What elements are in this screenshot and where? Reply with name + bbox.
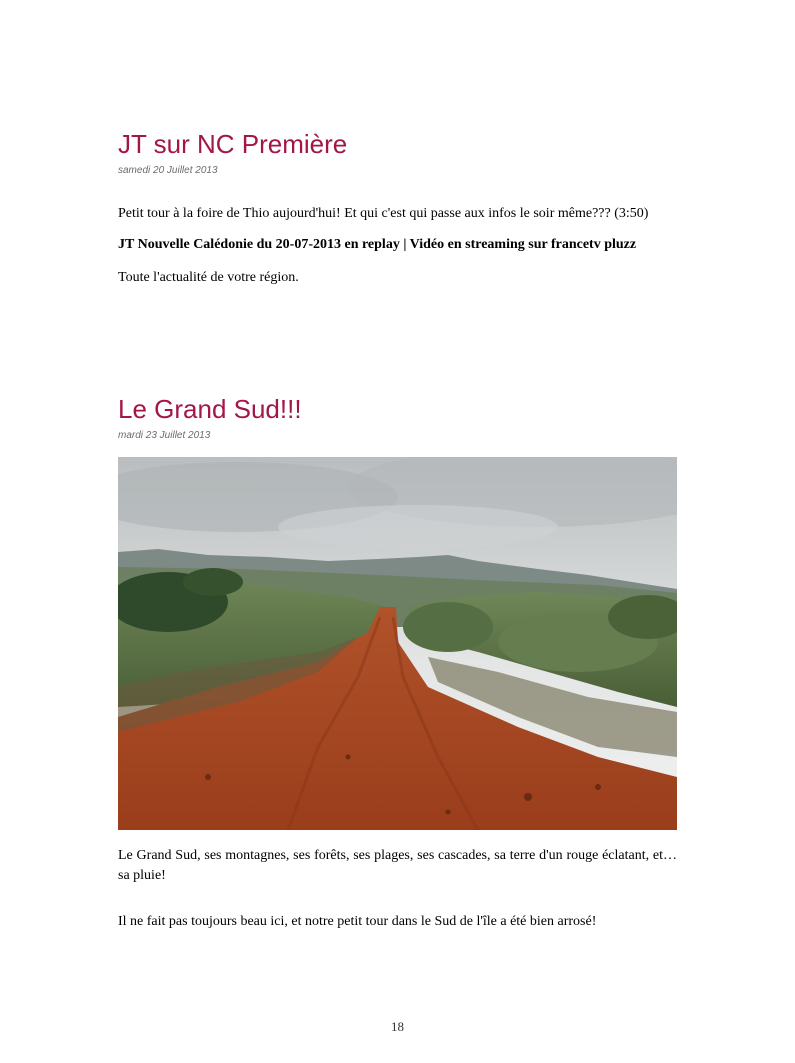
video-link[interactable]: JT Nouvelle Calédonie du 20-07-2013 en replay | Vidéo en streaming sur francetv pluzz — [118, 237, 637, 252]
post-date: samedi 20 Juillet 2013 — [118, 165, 218, 176]
post-paragraph: Toute l'actualité de votre région. — [118, 270, 299, 285]
post-paragraph: Il ne fait pas toujours beau ici, et notre petit tour dans le Sud de l'île a été bien arrosé! — [118, 914, 597, 929]
post-paragraph: Petit tour à la foire de Thio aujourd'hui! Et qui c'est qui passe aux infos le soir même??? (3:50) — [118, 206, 649, 221]
post-grand-sud — [118, 393, 677, 932]
post-title[interactable]: Le Grand Sud!!! — [118, 394, 302, 424]
post-paragraph: Le Grand Sud, ses montagnes, ses forêts, ses plages, ses cascades, sa terre d'un rouge éclatant, et… sa pluie! — [118, 848, 677, 883]
page-number: 18 — [391, 1019, 404, 1034]
landscape-photo — [118, 457, 677, 830]
post-title[interactable]: JT sur NC Première — [118, 129, 348, 159]
post-date: mardi 23 Juillet 2013 — [118, 430, 211, 441]
post-jt-nc-premiere — [118, 128, 677, 288]
